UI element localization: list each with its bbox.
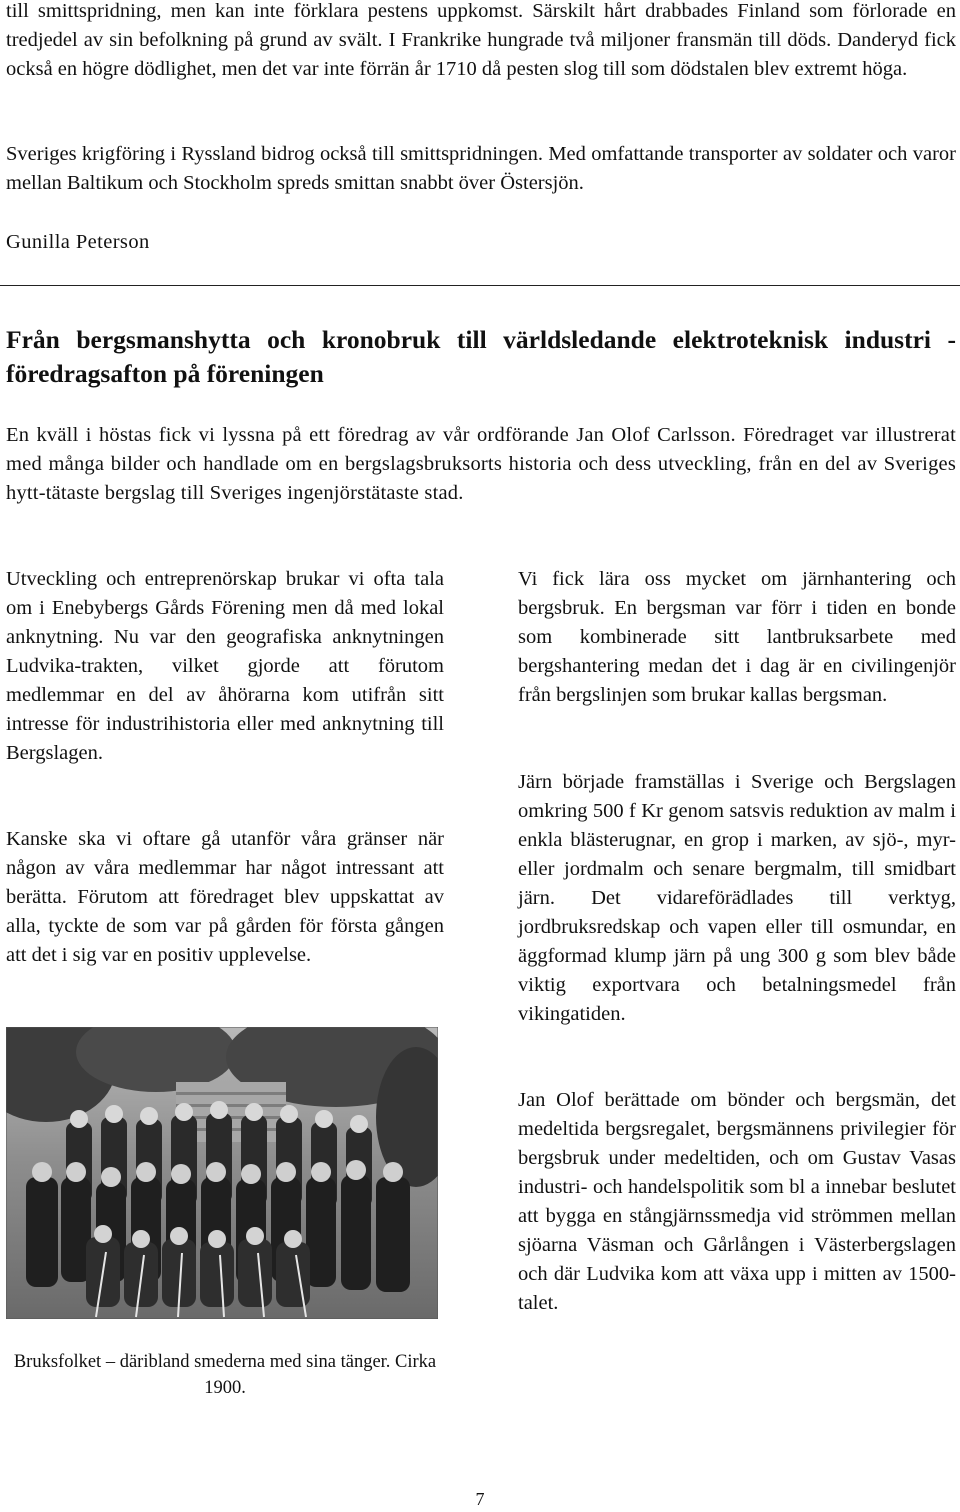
right-column-paragraph: Jan Olof berättade om bönder och bergsmän, det medeltida bergsregalet, bergsmännens privilegier för bergsbruk under medeltiden, och om Gustav Vasas industri- och handelspolitik som bl a innebar beslutet att bygga en stångjärnssmedja vid strömmen mellan sjöarna Väsman och Gårlången i Västerbergslagen och där Ludvika kom att växa upp i mitten av 1500-talet. <box>518 1089 956 1314</box>
right-column-paragraph: Vi fick lära oss mycket om järnhantering och bergsbruk. En bergsman var förr i tiden en bonde som kombinerade sitt lantbruksarbete med bergshantering medan det i dag är en civilingenjör från bergslinjen som brukar kallas bergsman. <box>518 568 956 706</box>
right-column-paragraph: Järn började framställas i Sverige och Bergslagen omkring 500 f Kr genom satsvis reduktion av malm i enkla blästerugnar, en grop i marken, av sjö-, myr- eller jordmalm och senare bergmalm, till smidbart järn. Det vidareförädlades till verktyg, jordbruksredskap och vapen eller till osmundar, en äggformad klump järn på ung 300 g som blev både viktig exportvara och betalningsmedel från vikingatiden. <box>518 771 956 1025</box>
article-heading: Från bergsmanshytta och kronobruk till världsledande elektroteknisk industri - föredragsafton på föreningen <box>6 325 956 388</box>
left-column-paragraph: Kanske ska vi oftare gå utanför våra gränser när någon av våra medlemmar har något intressant att berätta. Förutom att föredraget blev uppskattat av alla, tyckte de som var på gården för första gången att det i sig var en positiv upplevelse. <box>6 828 444 966</box>
page-number: 7 <box>475 1489 485 1509</box>
article-lead-paragraph: En kväll i höstas fick vi lyssna på ett föredrag av vår ordförande Jan Olof Carlsson. Föredraget var illustrerat med många bilder och handlade om en bergslagsbruksorts historia och dess utveckling, från en del av Sveriges hytt-tätaste bergslag till Sveriges ingenjörstätaste stad. <box>6 424 956 504</box>
photo-caption: Bruksfolket – däribland smederna med sina tänger. Cirka 1900. <box>13 1352 437 1398</box>
section-divider <box>0 285 960 286</box>
intro-paragraph: till smittspridning, men kan inte förklara pestens uppkomst. Särskilt hårt drabbades Finland som förlorade en tredjedel av sin befolkning på grund av svält. I Frankrike hungrade två miljoner fransmän till döds. Danderyd fick också en högre dödlighet, men det var inte förrän år 1710 då pesten slog till som dödstalen blev extremt höga. <box>6 0 956 80</box>
intro-paragraph: Sveriges krigföring i Ryssland bidrog också till smittspridningen. Med omfattande transporter av soldater och varor mellan Baltikum och Stockholm spreds smittan snabbt över Östersjön. <box>6 143 956 194</box>
historic-group-photo <box>6 1027 438 1319</box>
author-signature: Gunilla Peterson <box>6 231 150 253</box>
left-column-paragraph: Utveckling och entreprenörskap brukar vi ofta tala om i Enebybergs Gårds Förening men då med lokal anknytning. Nu var den geografiska anknytningen Ludvika-trakten, vilket gjorde att förutom medlemmar en del av åhörarna kom utifrån sitt intresse för industrihistoria eller med anknytning till Bergslagen. <box>6 568 444 764</box>
